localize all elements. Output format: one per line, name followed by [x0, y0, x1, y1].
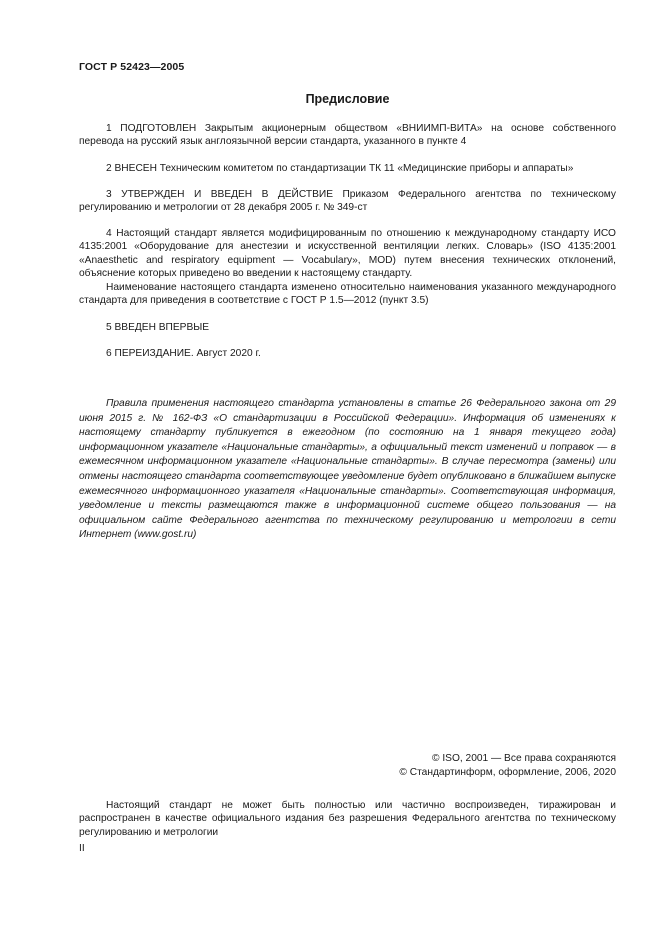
- foreword-item-3-text: 3 УТВЕРЖДЕН И ВВЕДЕН В ДЕЙСТВИЕ Приказом Федерального агентства по техническому регулированию и метрологии от 28 декабря 2005 г. № 349-ст: [79, 189, 616, 214]
- copyright-block: [399, 752, 616, 780]
- foreword-item-1: [79, 122, 616, 149]
- foreword-item-6: [79, 347, 616, 360]
- foreword-item-3: [79, 188, 616, 215]
- reproduction-notice: [79, 799, 616, 839]
- foreword-item-1-text: 1 ПОДГОТОВЛЕН Закрытым акционерным обществом «ВНИИМП-ВИТА» на основе собственного перевода на русский язык англоязычной версии стандарта, указанного в пункте 4: [79, 123, 616, 148]
- rules-of-application-notice: [79, 397, 616, 543]
- foreword-item-4-title-note: Наименование настоящего стандарта изменено относительно наименования указанного международного стандарта для приведения в соответствие с ГОСТ Р 1.5—2012 (пункт 3.5): [79, 281, 616, 307]
- foreword-item-4: [79, 227, 616, 307]
- foreword-item-5-text: 5 ВВЕДЕН ВПЕРВЫЕ: [106, 322, 210, 333]
- copyright-standartinform: © Стандартинформ, оформление, 2006, 2020: [399, 767, 616, 779]
- foreword-item-5: [79, 321, 616, 334]
- page-title: Предисловие: [305, 92, 390, 106]
- foreword-item-6-text: 6 ПЕРЕИЗДАНИЕ. Август 2020 г.: [106, 348, 261, 359]
- foreword-item-4-text: 4 Настоящий стандарт является модифицированным по отношению к международному стандарту ИСО 4135:2001 «Оборудование для анестезии и искусственной вентиляции легких. Словарь» (ISO 4135:2001 «Anaesthetic and respiratory equipment — Vocabulary», MOD) путем внесения технических отклонений, объяснение которых приведено во введении к настоящему стандарту.: [79, 228, 616, 280]
- foreword-item-2: [79, 162, 616, 175]
- foreword-item-2-text: 2 ВНЕСЕН Техническим комитетом по стандартизации ТК 11 «Медицинские приборы и аппараты»: [106, 163, 574, 174]
- page-number: II: [79, 843, 85, 854]
- standard-number-header: ГОСТ Р 52423—2005: [79, 61, 185, 73]
- copyright-iso: © ISO, 2001 — Все права сохраняются: [432, 753, 616, 764]
- reproduction-notice-text: Настоящий стандарт не может быть полностью или частично воспроизведен, тиражирован и распространен в качестве официального издания без разрешения Федерального агентства по техническому регулированию и метрологии: [79, 800, 616, 838]
- rules-of-application-text: Правила применения настоящего стандарта установлены в статье 26 Федерального закона от 29 июня 2015 г. № 162-ФЗ «О стандартизации в Российской Федерации». Информация об изменениях к настоящему стандарту публикуется в ежегодном (по состоянию на 1 января текущего года) информационном указателе «Национальные стандарты», а официальный текст изменений и поправок — в ежемесячном информационном указателе «Национальные стандарты». В случае пересмотра (замены) или отмены настоящего стандарта соответствующее уведомление будет опубликовано в ближайшем выпуске ежемесячного информационного указателя «Национальные стандарты». Соответствующая информация, уведомление и тексты размещаются также в информационной системе общего пользования — на официальном сайте Федерального агентства по техническому регулированию и метрологии в сети Интернет (www.gost.ru): [79, 398, 616, 541]
